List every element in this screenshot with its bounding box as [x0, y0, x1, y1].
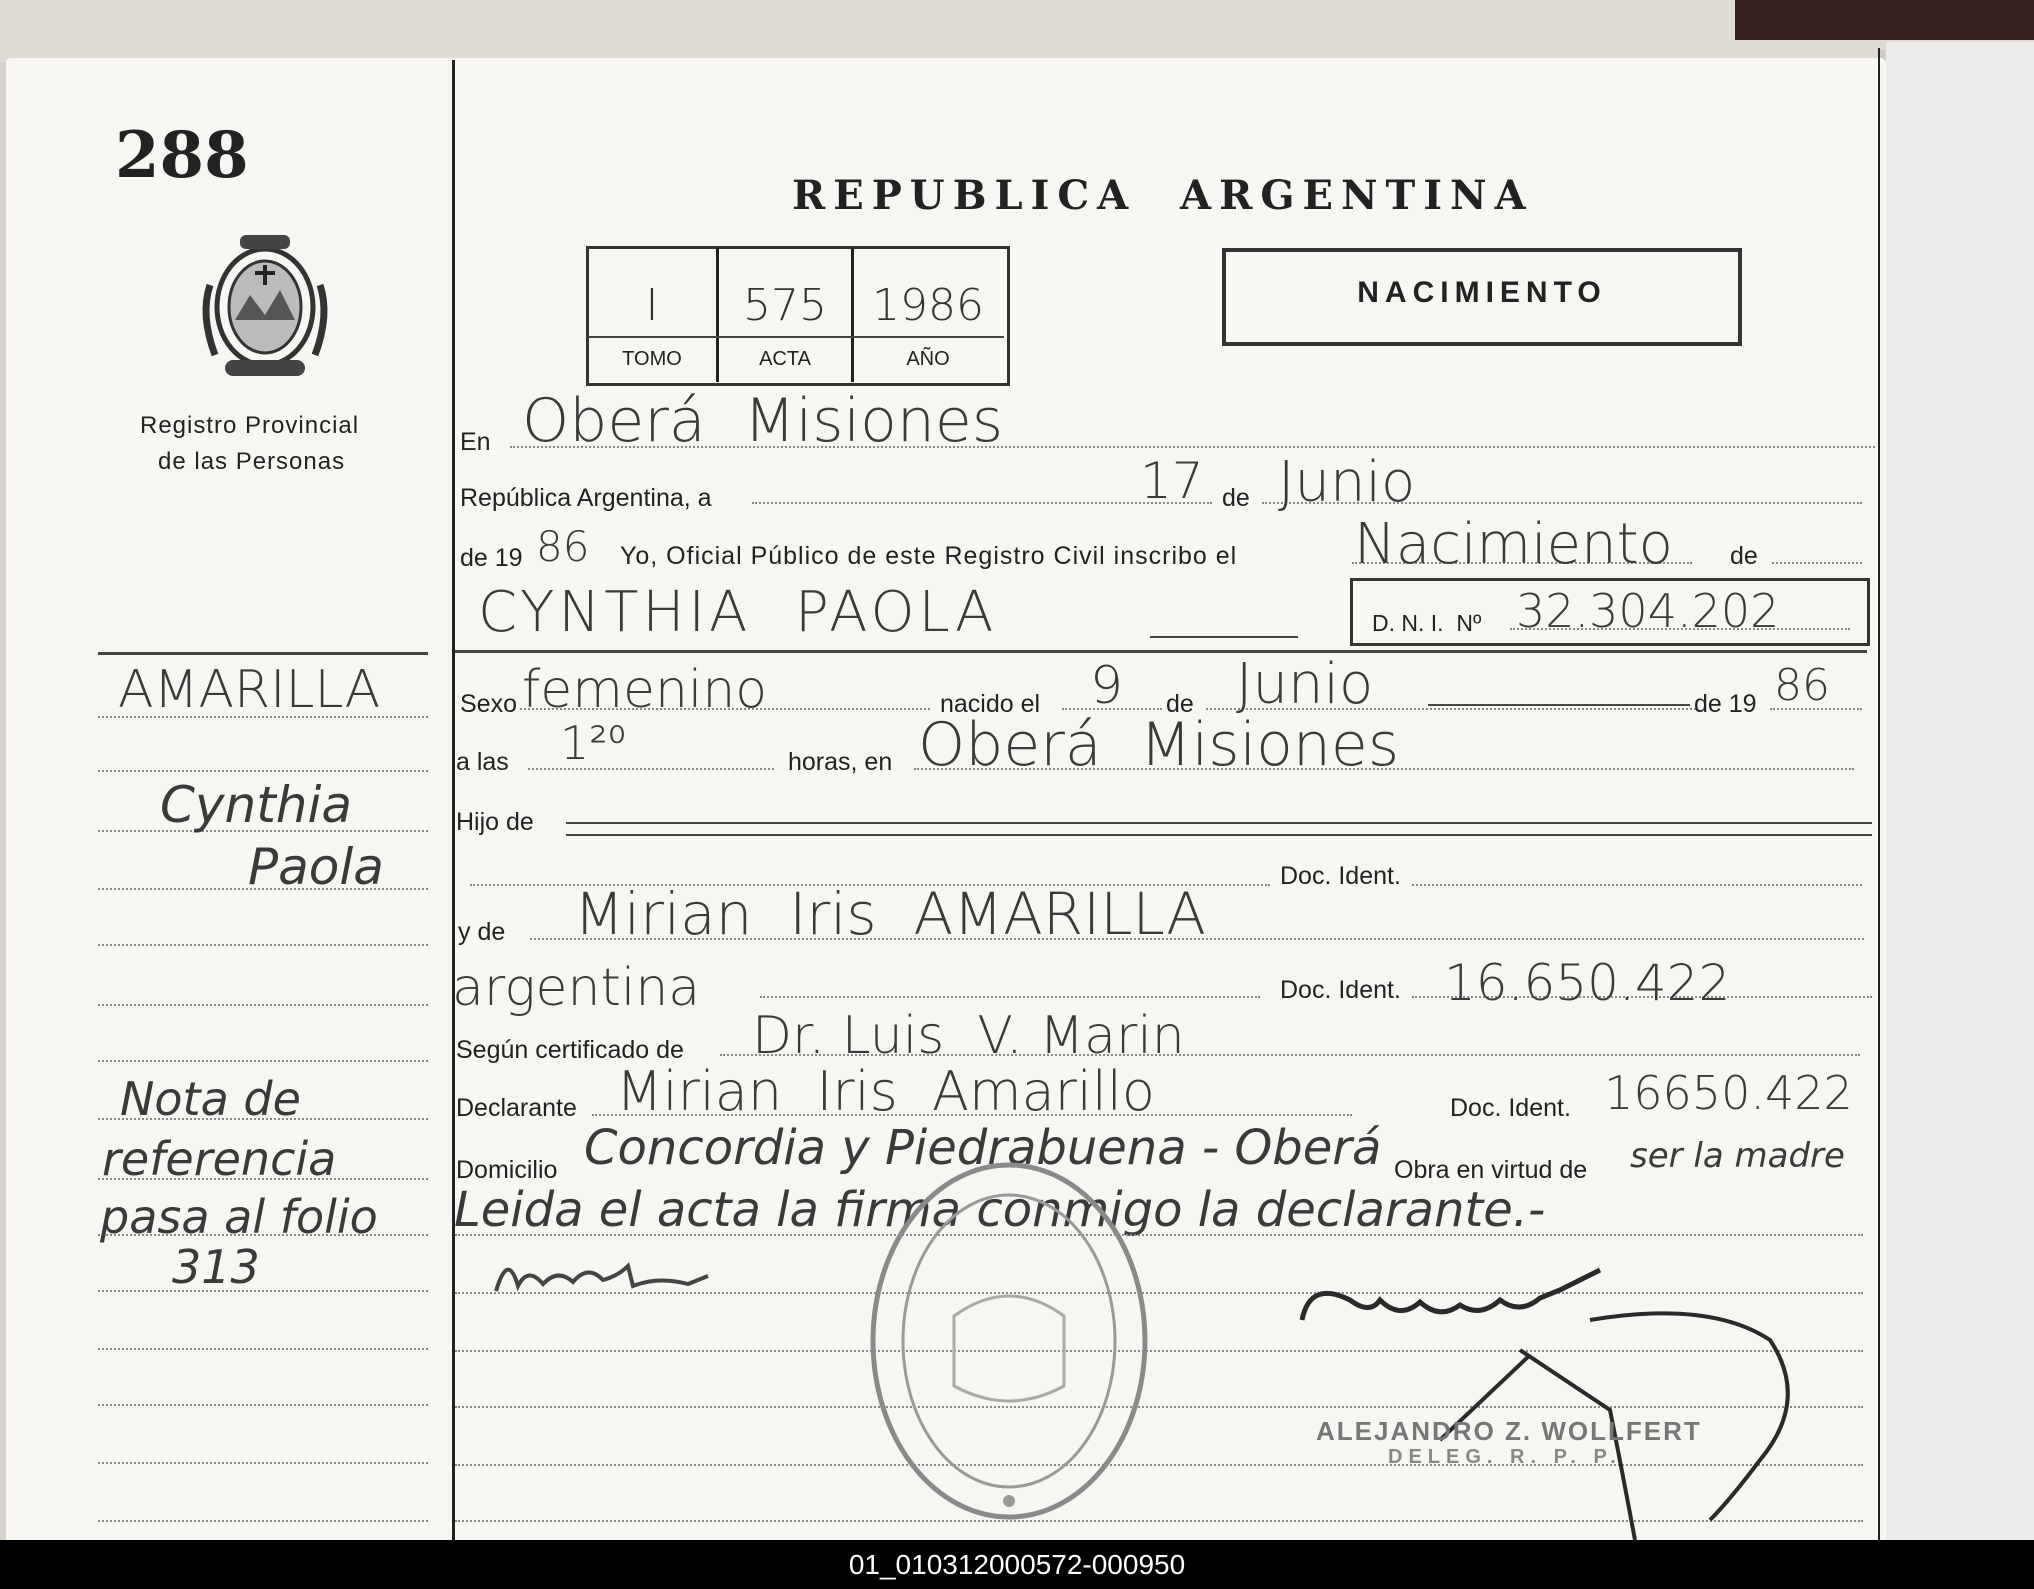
obra-label: Obra en virtud de: [1394, 1156, 1588, 1184]
anio-label: AÑO: [906, 348, 950, 370]
note-line-4: 313: [172, 1240, 260, 1294]
acta-value: 575: [743, 280, 827, 331]
left-rule: [98, 944, 428, 946]
place-value: Oberá Misiones: [522, 386, 1004, 456]
left-column-divider: [452, 60, 455, 1540]
birth-place: Oberá Misiones: [918, 710, 1400, 780]
month-value: Junio: [1278, 450, 1416, 515]
de-label-2: de: [1730, 542, 1758, 570]
note-line-1: Nota de: [120, 1072, 301, 1126]
horas-label: horas, en: [788, 748, 893, 776]
official-seal: [864, 1156, 1154, 1526]
segun-label: Según certificado de: [456, 1036, 684, 1064]
hour-value: 1²⁰: [560, 716, 627, 770]
book-cover-corner: [1735, 0, 2034, 40]
read-statement: Leida el acta la firma conmigo la declarante.-: [454, 1182, 1546, 1238]
official-name-stamp: ALEJANDRO Z. WOLLFERT: [1316, 1416, 1702, 1446]
tomo-value: I: [645, 280, 659, 331]
surname-margin: AMARILLA: [118, 660, 381, 720]
year-suffix-value: 86: [536, 522, 590, 571]
republica-label: República Argentina, a: [460, 484, 712, 512]
a-las-label: a las: [456, 748, 509, 776]
official-signature: [1290, 1260, 1830, 1540]
registry-name-line1: Registro Provincial: [140, 412, 360, 439]
record-type: NACIMIENTO: [1357, 276, 1607, 309]
y-de-label: y de: [458, 918, 506, 946]
left-rule: [98, 770, 428, 772]
next-page-strip: [1886, 42, 2034, 1542]
birth-month: Junio: [1236, 652, 1374, 717]
day-value: 17: [1140, 452, 1204, 510]
left-rule: [98, 1004, 428, 1006]
registry-name-line2: de las Personas: [158, 448, 346, 475]
left-rule: [98, 1520, 428, 1522]
form-rule: [760, 996, 1260, 998]
left-rule-top: [98, 652, 428, 655]
form-rule: [1772, 562, 1862, 564]
tomo-label: TOMO: [622, 348, 682, 370]
dni-label: D. N. I. Nº: [1372, 610, 1482, 636]
event-value: Nacimiento: [1354, 512, 1673, 577]
left-rule: [98, 1348, 428, 1350]
birth-day: 9: [1090, 656, 1124, 716]
page-number: 288: [115, 118, 249, 193]
form-rule: [566, 834, 1872, 836]
official-title-stamp: DELEG. R. P. P.: [1388, 1446, 1622, 1468]
left-rule: [98, 1290, 428, 1292]
doc-ident-label-2: Doc. Ident.: [1280, 976, 1401, 1004]
de-label-3: de: [1166, 690, 1194, 718]
left-rule: [98, 1060, 428, 1062]
domicilio-value: Concordia y Piedrabuena - Oberá: [584, 1120, 1382, 1176]
doc-ident-label-3: Doc. Ident.: [1450, 1094, 1571, 1122]
book-background-top: [0, 0, 2034, 62]
declarante-doc: 16650.422: [1604, 1066, 1853, 1120]
obra-value: ser la madre: [1630, 1136, 1845, 1176]
right-margin-line: [1878, 48, 1880, 1540]
form-rule: [1412, 884, 1862, 886]
nacido-label: nacido el: [940, 690, 1041, 718]
image-caption: 01_010312000572-000950: [0, 1540, 2034, 1589]
domicilio-label: Domicilio: [456, 1156, 558, 1184]
mother-name: Mirian Iris AMARILLA: [574, 880, 1206, 948]
country-heading: REPUBLICA ARGENTINA: [792, 172, 1534, 219]
form-rule: [1770, 708, 1862, 710]
anio-value: 1986: [872, 280, 984, 331]
declarante-label: Declarante: [456, 1094, 577, 1122]
declarant-signature: [488, 1246, 718, 1306]
coat-of-arms-icon: [195, 225, 335, 390]
en-label: En: [460, 428, 491, 456]
acta-label: ACTA: [759, 348, 811, 370]
note-line-3: pasa al folio: [100, 1190, 378, 1244]
de19-label-2: de 19: [1694, 690, 1757, 718]
sexo-label: Sexo: [460, 690, 517, 718]
form-rule: [1428, 704, 1690, 706]
left-rule: [98, 1462, 428, 1464]
de19-label: de 19: [460, 544, 523, 572]
oficial-statement: Yo, Oficial Público de este Registro Civil inscribo el: [620, 542, 1238, 570]
left-rule: [98, 1404, 428, 1406]
form-rule: [455, 1234, 1863, 1236]
declarante-name: Mirian Iris Amarillo: [616, 1060, 1155, 1123]
dni-value: 32.304.202: [1516, 584, 1780, 638]
form-separator: [455, 650, 1867, 653]
mother-nationality: argentina: [452, 958, 701, 1018]
mother-doc: 16.650.422: [1444, 954, 1731, 1012]
certifier: Dr. Luis V. Marin: [752, 1006, 1185, 1066]
hijo-label: Hijo de: [456, 808, 534, 836]
birth-year-suffix: 86: [1774, 660, 1830, 711]
sexo-value: femenino: [522, 660, 768, 720]
child-name: CYNTHIA PAOLA: [478, 580, 998, 645]
form-rule: [566, 822, 1872, 824]
form-rule: [1150, 636, 1298, 638]
note-line-2: referencia: [102, 1132, 337, 1186]
de-label: de: [1222, 484, 1250, 512]
given-name-margin-1: Cynthia: [160, 776, 353, 834]
given-name-margin-2: Paola: [248, 838, 384, 896]
doc-ident-label-1: Doc. Ident.: [1280, 862, 1401, 890]
register-table-rule: [588, 336, 1004, 338]
